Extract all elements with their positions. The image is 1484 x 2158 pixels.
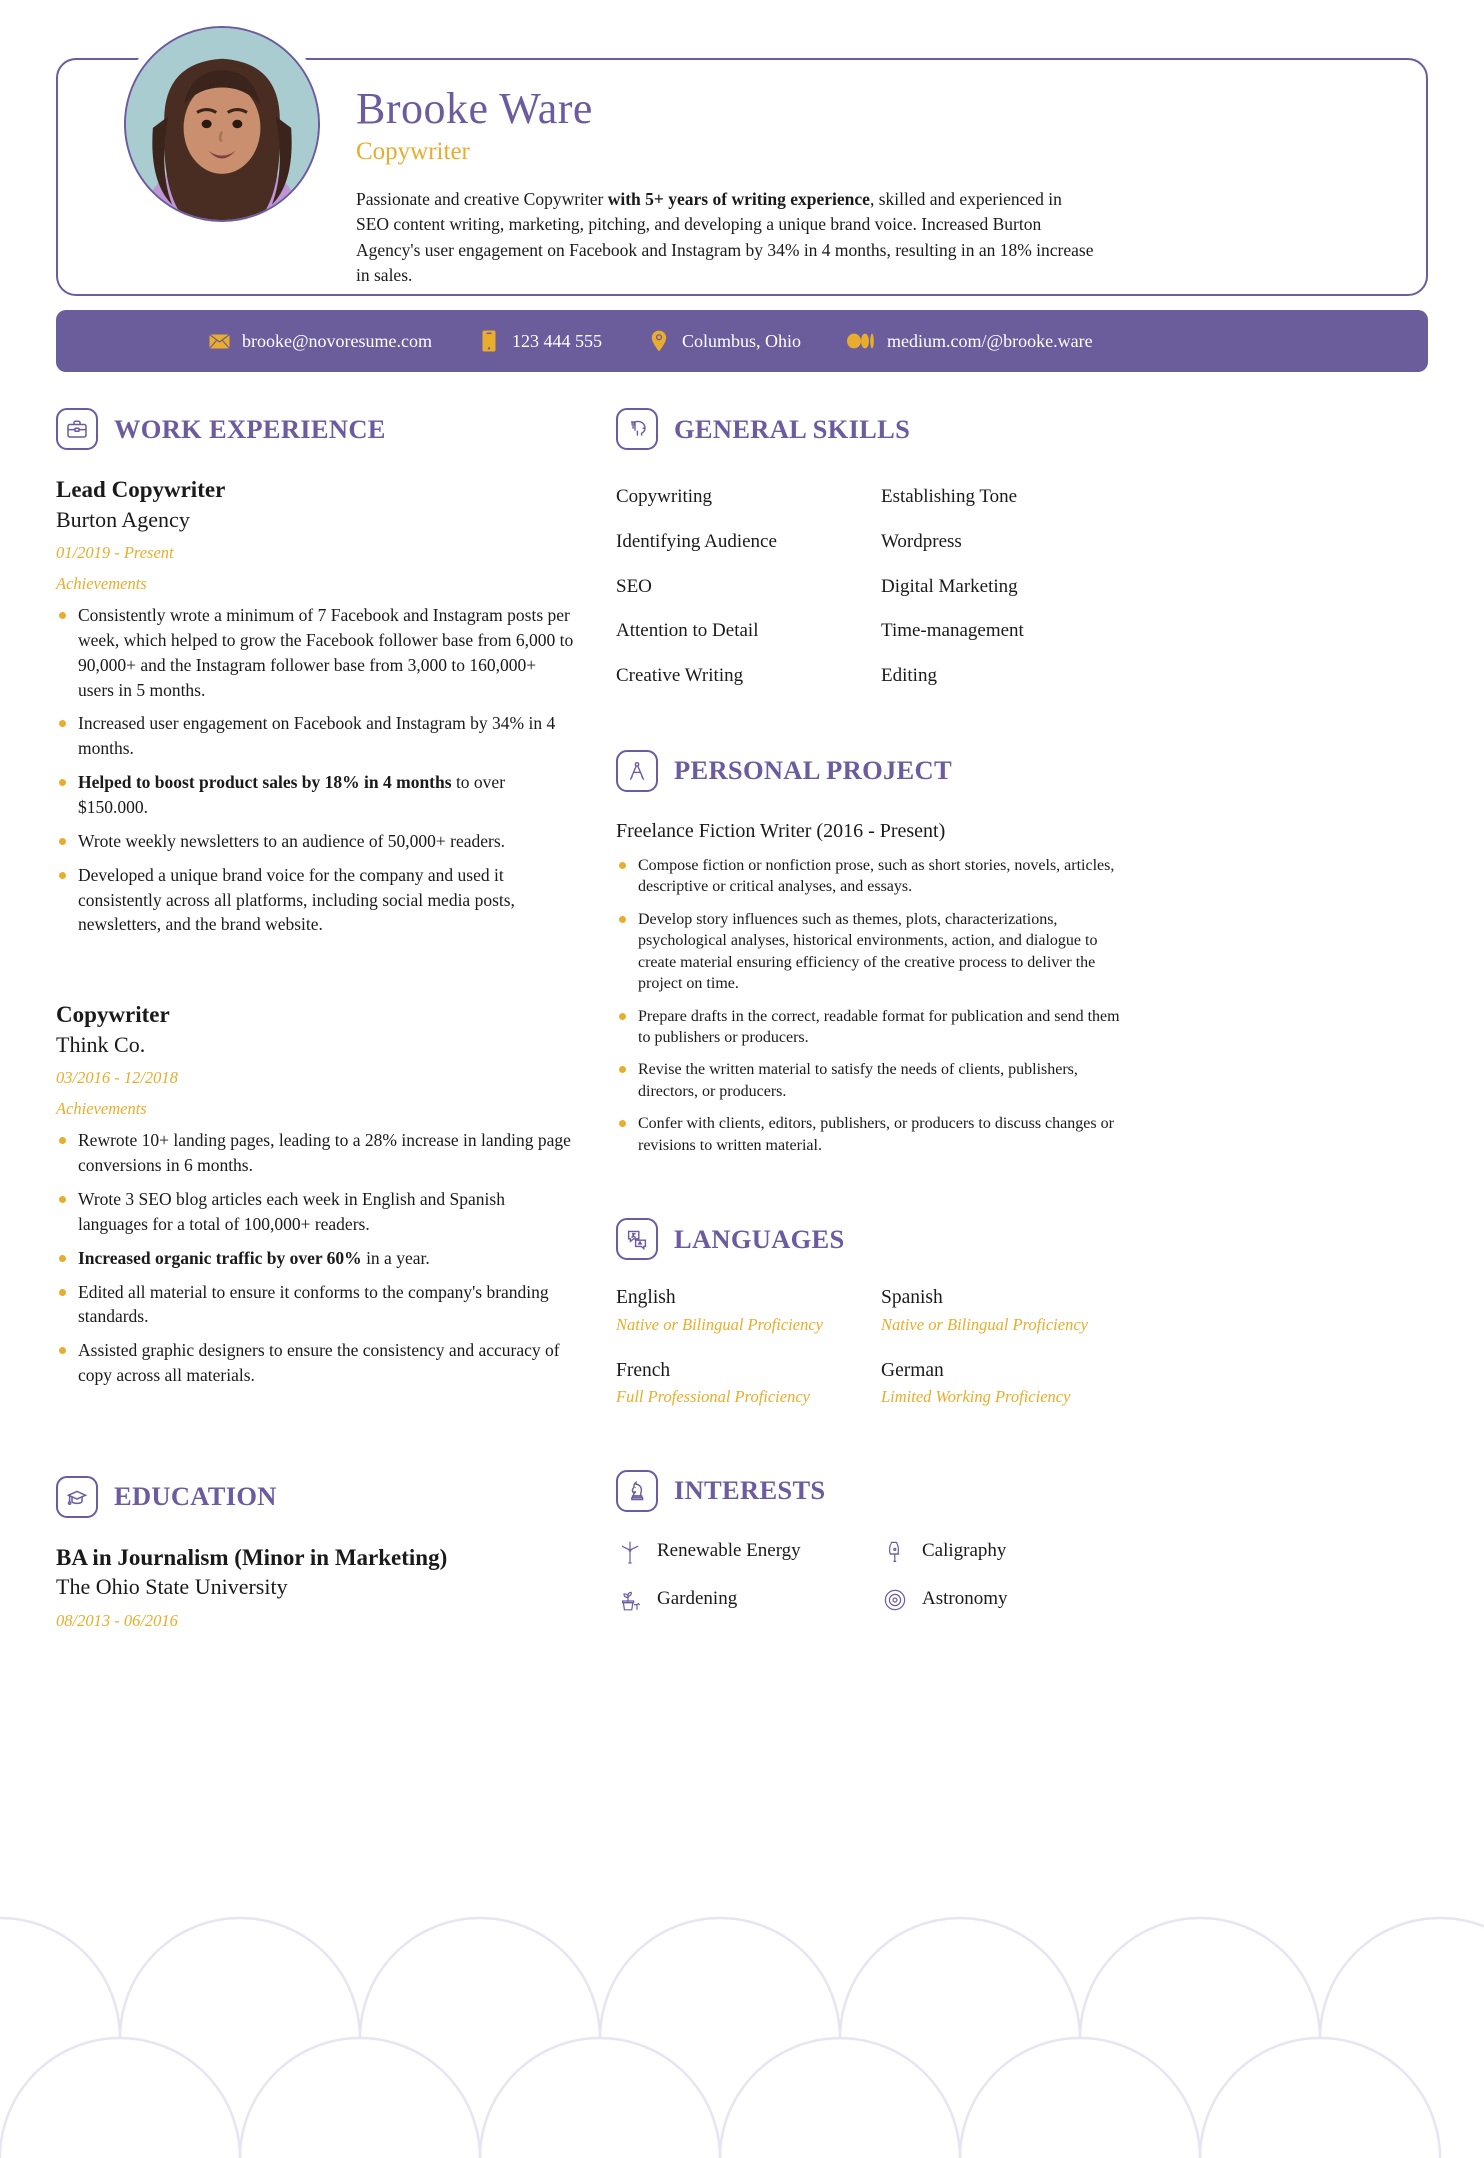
contact-medium-text: medium.com/@brooke.ware	[887, 330, 1093, 351]
contact-medium[interactable]	[847, 330, 1093, 352]
experience-entry	[56, 476, 576, 937]
skill-item: Time-management	[881, 620, 1024, 642]
language-level: Native or Bilingual Proficiency	[616, 1314, 823, 1334]
list-item	[56, 603, 576, 702]
language-name: Spanish	[881, 1287, 943, 1309]
interest-item	[616, 1538, 871, 1566]
project-name: Freelance Fiction Writer (2016 - Present)	[616, 819, 946, 842]
skill-item: Editing	[881, 665, 937, 687]
head-skills-icon	[616, 408, 658, 450]
bullet-text: Assisted graphic designers to ensure the consistency and accuracy of copy across all materials.	[78, 1340, 560, 1386]
interest-label: Renewable Energy	[657, 1540, 801, 1562]
interests-title: INTERESTS	[674, 1475, 826, 1506]
experience-bullet-list	[56, 603, 576, 937]
decorative-wave-background	[0, 1858, 1484, 2158]
contact-email-text: brooke@novoresume.com	[242, 330, 433, 351]
experience-dates: 01/2019 - Present	[56, 543, 174, 563]
project-bullet-list	[616, 855, 1136, 1156]
interest-item	[881, 1586, 1136, 1614]
medium-logo-icon	[847, 330, 875, 352]
avatar	[124, 26, 320, 222]
experience-job-title: Lead Copywriter	[56, 477, 226, 502]
skill-item: Establishing Tone	[881, 486, 1018, 507]
list-item	[56, 1338, 576, 1388]
list-item: Revise the written material to satisfy the needs of clients, publishers, directors, or producers.	[616, 1059, 1136, 1102]
language-level: Full Professional Proficiency	[616, 1387, 810, 1407]
interest-label: Caligraphy	[922, 1540, 1007, 1562]
list-item	[56, 770, 576, 820]
left-column	[56, 408, 576, 1661]
bullet-text: in a year.	[361, 1247, 430, 1268]
summary-highlight: with 5+ years of writing experience	[607, 188, 870, 209]
contact-bar	[56, 310, 1428, 372]
list-item: Confer with clients, editors, publishers, or producers to discuss changes or revisions to written material.	[616, 1113, 1136, 1156]
bullet-text: to over $150.000.	[78, 772, 506, 818]
languages-heading	[616, 1218, 1136, 1260]
bullet-text: Wrote 3 SEO blog articles each week in English and Spanish languages for a total of 100,000+ readers.	[78, 1189, 505, 1234]
section-work-experience	[56, 408, 576, 1388]
interest-label: Gardening	[657, 1588, 738, 1610]
personal-project-title: PERSONAL PROJECT	[674, 755, 952, 786]
email-icon	[208, 330, 230, 352]
bullet-text: Rewrote 10+ landing pages, leading to a 28% increase in landing page conversions in 6 months.	[78, 1130, 571, 1176]
experience-dates: 03/2016 - 12/2018	[56, 1068, 178, 1088]
contact-phone-text: 123 444 555	[512, 330, 603, 351]
header-section	[56, 58, 1428, 296]
experience-entry	[56, 1001, 576, 1388]
list-item	[56, 1187, 576, 1237]
fountain-pen-icon	[881, 1538, 909, 1566]
education-heading	[56, 1476, 576, 1518]
main-content	[56, 408, 1428, 1661]
experience-subheading: Achievements	[56, 1099, 147, 1119]
graduation-cap-icon	[56, 1476, 98, 1518]
phone-icon	[478, 330, 500, 352]
job-title: Copywriter	[356, 137, 470, 165]
skill-item: Creative Writing	[616, 665, 744, 687]
experience-company: Think Co.	[56, 1031, 146, 1057]
contact-email[interactable]	[208, 330, 432, 352]
work-experience-heading	[56, 408, 576, 450]
bullet-text: Developed a unique brand voice for the company and used it consistently across all platforms, including social media posts, newsletters, and the brand website.	[78, 864, 515, 935]
section-education	[56, 1476, 576, 1631]
language-name: French	[616, 1360, 671, 1382]
skill-item: Copywriting	[616, 486, 713, 507]
interests-heading	[616, 1470, 1136, 1512]
language-level: Native or Bilingual Proficiency	[881, 1314, 1088, 1334]
section-interests	[616, 1470, 1136, 1614]
list-item: Prepare drafts in the correct, readable format for publication and send them to publishers or producers.	[616, 1006, 1136, 1049]
languages-title: LANGUAGES	[674, 1223, 845, 1254]
work-experience-title: WORK EXPERIENCE	[114, 413, 386, 444]
translate-icon	[616, 1218, 658, 1260]
skill-item: Attention to Detail	[616, 620, 759, 642]
list-item	[56, 1246, 576, 1271]
skill-item: Wordpress	[881, 530, 962, 552]
summary-text-2: , skilled and experienced in SEO content writing, marketing, pitching, and developing a unique brand voice. Increased Burton Agency's user engagement on Facebook and Instagram by 34% in 4 months, resulting in an 18% increase in sales.	[356, 188, 1094, 286]
contact-phone[interactable]	[478, 330, 602, 352]
skill-item: SEO	[616, 575, 652, 597]
experience-job-title: Copywriter	[56, 1002, 170, 1028]
bullet-bold: Increased organic traffic by over 60%	[78, 1247, 362, 1268]
experience-subheading: Achievements	[56, 574, 147, 594]
list-item: Develop story influences such as themes, plots, characterizations, psychological analyses, historical environments, action, and dialogue to create material ensuring efficiency of the creative process to deliver the project on time.	[616, 909, 1136, 995]
location-pin-icon	[648, 330, 670, 352]
language-item	[616, 1286, 871, 1335]
language-item	[616, 1359, 871, 1408]
list-item: Compose fiction or nonfiction prose, such as short stories, novels, articles, descriptive or critical analyses, and essays.	[616, 855, 1136, 898]
education-school: The Ohio State University	[56, 1574, 288, 1600]
list-item	[56, 829, 576, 854]
bullet-bold: Helped to boost product sales by 18% in 4 months	[78, 772, 452, 793]
compass-icon	[616, 750, 658, 792]
header-card	[56, 58, 1428, 296]
summary-text-1: Passionate and creative Copywriter	[356, 188, 608, 209]
personal-project-heading	[616, 750, 1136, 792]
education-dates: 08/2013 - 06/2016	[56, 1611, 178, 1631]
interests-grid	[616, 1538, 1136, 1614]
language-item	[881, 1359, 1136, 1408]
section-languages	[616, 1218, 1136, 1408]
bullet-text: Increased user engagement on Facebook and Instagram by 34% in 4 months.	[78, 713, 556, 759]
experience-bullet-list	[56, 1128, 576, 1388]
skill-item: Digital Marketing	[881, 575, 1018, 597]
languages-grid	[616, 1286, 1136, 1408]
bullet-text: Wrote weekly newsletters to an audience of 50,000+ readers.	[78, 830, 506, 851]
education-entry	[56, 1544, 576, 1631]
section-personal-project	[616, 750, 1136, 1156]
skill-item: Identifying Audience	[616, 530, 777, 552]
general-skills-heading	[616, 408, 1136, 450]
list-item	[56, 1280, 576, 1330]
contact-location[interactable]	[648, 330, 801, 352]
page-title: Brooke Ware	[356, 84, 593, 133]
skills-grid	[616, 476, 1136, 700]
general-skills-title: GENERAL SKILLS	[674, 413, 911, 444]
list-item	[56, 711, 576, 761]
summary-paragraph	[356, 187, 1096, 289]
telescope-icon	[881, 1586, 909, 1614]
language-name: German	[881, 1360, 944, 1382]
wind-turbine-icon	[616, 1538, 644, 1566]
language-name: English	[616, 1287, 676, 1309]
language-item	[881, 1286, 1136, 1335]
briefcase-icon	[56, 408, 98, 450]
interest-item	[881, 1538, 1136, 1566]
bullet-text: Consistently wrote a minimum of 7 Facebook and Instagram posts per week, which helped to grow the Facebook follower base from 6,000 to 90,000+ and the Instagram follower base from 3,000 to 160,000+ users in 5 months.	[78, 605, 574, 700]
chess-knight-icon	[616, 1470, 658, 1512]
interest-label: Astronomy	[922, 1588, 1008, 1610]
language-level: Limited Working Proficiency	[881, 1387, 1071, 1407]
plant-pot-icon	[616, 1586, 644, 1614]
interest-item	[616, 1586, 871, 1614]
education-title: EDUCATION	[114, 1481, 277, 1512]
section-general-skills	[616, 408, 1136, 700]
experience-company: Burton Agency	[56, 506, 190, 532]
list-item	[56, 863, 576, 938]
list-item	[56, 1128, 576, 1178]
contact-location-text: Columbus, Ohio	[682, 330, 802, 351]
bullet-text: Edited all material to ensure it conforms to the company's branding standards.	[78, 1281, 549, 1327]
education-degree: BA in Journalism (Minor in Marketing)	[56, 1544, 448, 1570]
right-column	[616, 408, 1136, 1661]
